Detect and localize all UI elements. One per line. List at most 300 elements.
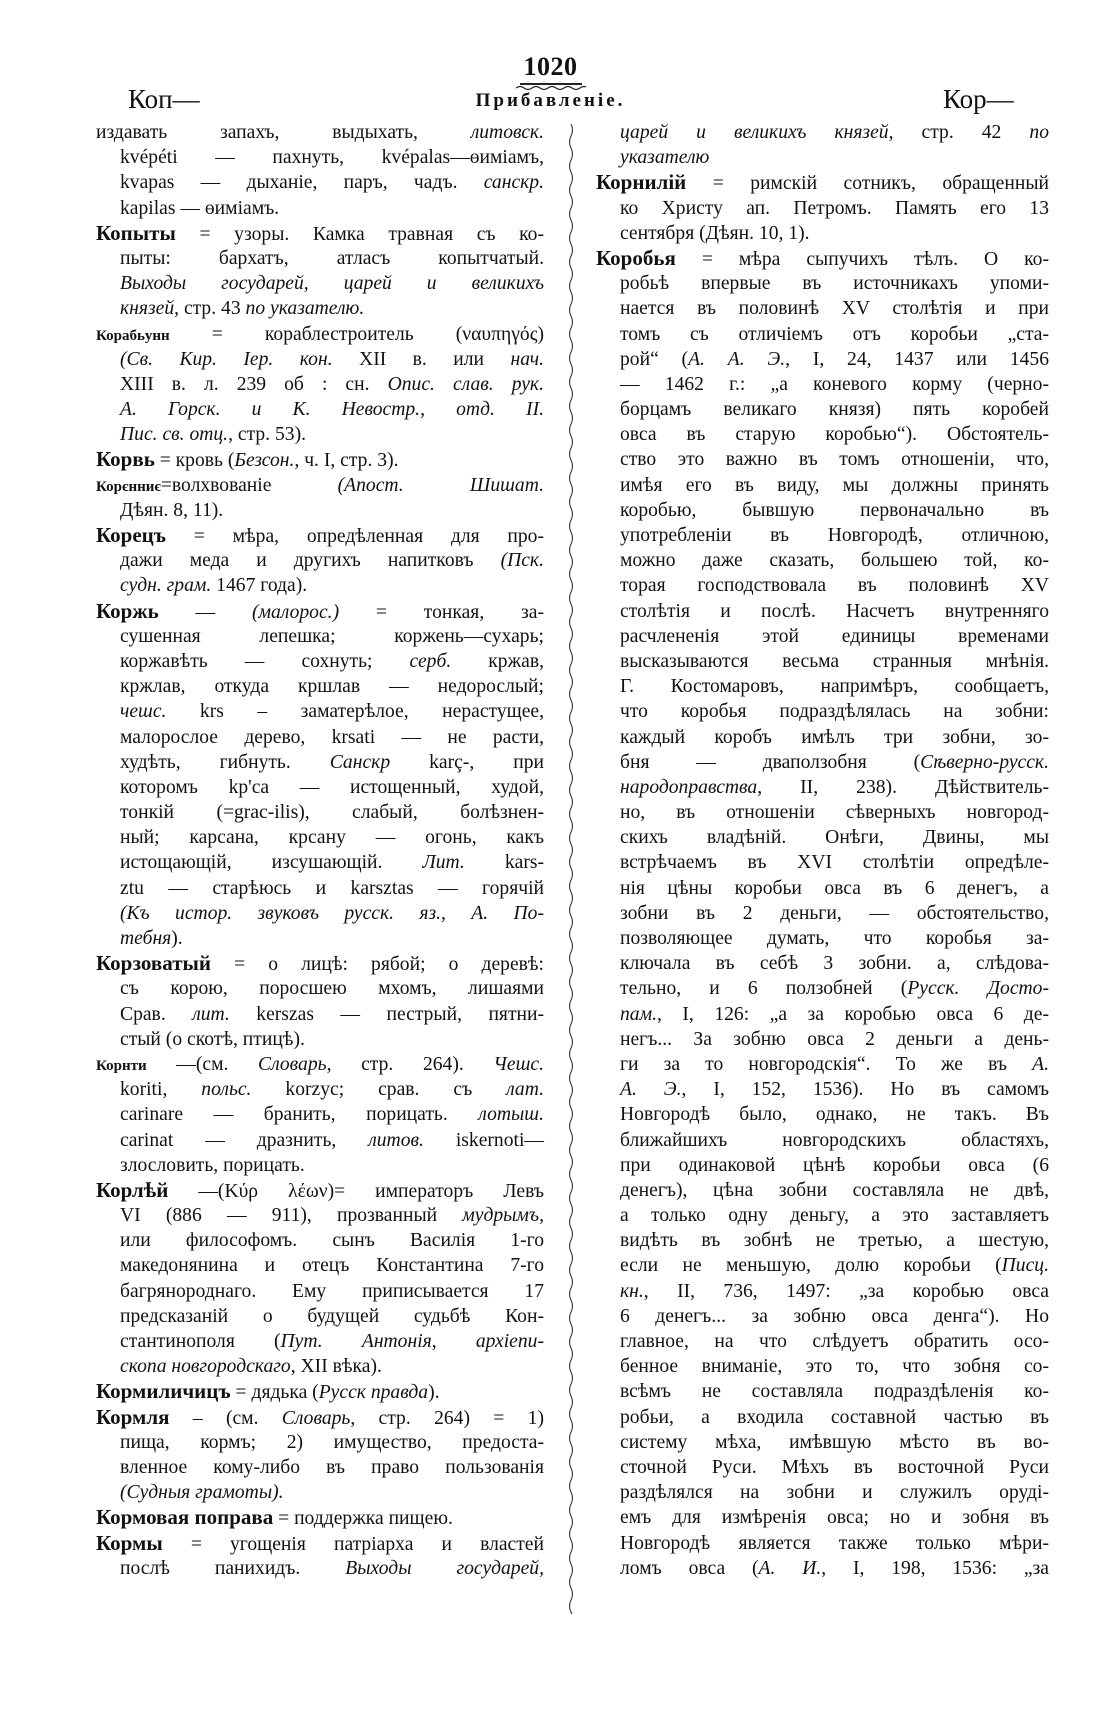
text-run: денегъ), цѣна зобни составляла не двѣ, [620, 1179, 1049, 1201]
text-run: робьѣ впервые въ источникахъ упоми- [620, 273, 1049, 295]
italic-text: литовск. [470, 122, 544, 143]
text-line [596, 599, 1049, 624]
text-run: вленное кому-либо въ право пользованія [120, 1456, 544, 1478]
text-line [96, 850, 544, 875]
text-run: каждый коробъ имѣлъ три зобни, зо- [620, 726, 1049, 748]
text-run: , стр. 43 [174, 298, 246, 320]
text-run: злословить, порицать. [120, 1154, 305, 1176]
entry-headword: Корнти [96, 1057, 147, 1074]
entry-headword: Кормовая поправа [96, 1505, 274, 1530]
text-line [96, 473, 544, 498]
text-run: истощающій, изсушающій. [120, 852, 423, 874]
text-line [96, 170, 544, 195]
text-line [96, 573, 544, 598]
text-run: пища, кормъ; 2) имущество, предоста- [120, 1431, 544, 1453]
italic-text: Писц. [1001, 1255, 1049, 1277]
text-line [96, 1279, 544, 1304]
text-line [96, 1405, 544, 1430]
text-line [596, 1253, 1049, 1278]
text-line [96, 548, 544, 573]
text-line [596, 1077, 1049, 1102]
text-line [96, 775, 544, 800]
italic-text: Сѣверно-русск. [920, 751, 1049, 773]
text-run: главное, на что слѣдуетъ обратить осо- [620, 1331, 1049, 1352]
entry-headword: Коржь [96, 598, 159, 623]
text-line [96, 1354, 544, 1379]
text-line [96, 750, 544, 775]
text-line [96, 699, 544, 724]
text-run: багрянороднаго. Ему приписывается 17 [120, 1280, 544, 1302]
text-line [96, 1505, 544, 1530]
italic-text: (Св. Кир. Іер. кон. [120, 348, 333, 370]
text-run: скихъ владѣній. Онѣги, Двины, мы [620, 827, 1049, 849]
text-run: Г. Костомаровъ, напримѣръ, сообщаетъ, [620, 676, 1049, 698]
text-run: = тонкая, за- [339, 601, 545, 623]
italic-text: Пис. св. отц. [120, 424, 229, 446]
entry-headword: Корабьунн [96, 327, 170, 344]
italic-text: лотыш. [478, 1104, 544, 1126]
text-line [596, 1505, 1049, 1530]
text-line [596, 951, 1049, 976]
text-run: 6 денегъ... за зобню овса денга“). Но [620, 1305, 1049, 1327]
text-line [596, 1304, 1049, 1329]
text-line [96, 1052, 544, 1077]
text-line [96, 901, 544, 926]
italic-text: Словарь [281, 1407, 351, 1429]
text-run: = дядька ( [230, 1382, 319, 1404]
text-line [596, 674, 1049, 699]
italic-text: Лит. [422, 852, 465, 874]
text-run: , стр. 264). [326, 1053, 494, 1075]
text-line [96, 876, 544, 901]
text-run: встрѣчаемъ въ XVI столѣтіи опредѣле- [620, 852, 1049, 874]
text-run: 1467 года). [211, 575, 308, 597]
entry-headword: Корецъ [96, 523, 167, 547]
text-run: ). [428, 1382, 440, 1404]
text-line [96, 624, 544, 649]
text-line [596, 120, 1049, 145]
text-line [596, 1531, 1049, 1556]
text-run: = кровь ( [154, 450, 235, 472]
text-line [96, 1153, 544, 1178]
italic-text: Выходы государей, царей и великихъ [120, 273, 544, 295]
text-line [596, 1102, 1049, 1127]
text-run: ги за то новгородскія“. То же въ [620, 1053, 1033, 1075]
italic-text: народоправства [620, 776, 758, 798]
text-run: кржав, [451, 650, 544, 672]
text-line [596, 573, 1049, 598]
text-run: коробью, бывшую первоначально въ [620, 499, 1049, 521]
text-run: бня — дваползобня ( [620, 751, 921, 773]
text-run: , I, 24, 1437 или 1456 [785, 348, 1050, 370]
text-line [96, 1455, 544, 1480]
text-line [596, 422, 1049, 447]
text-run: Новгородѣ является также только мѣри- [620, 1532, 1049, 1554]
text-line [596, 1178, 1049, 1203]
text-line [596, 196, 1049, 221]
text-line [596, 800, 1049, 825]
text-line [596, 825, 1049, 850]
text-line [96, 1077, 544, 1102]
italic-text: лит. [192, 1003, 230, 1025]
text-line [96, 1379, 544, 1404]
text-line [96, 674, 544, 699]
right-column [596, 120, 1049, 1581]
text-run: что коробья подраздѣлялась на зобни: [620, 701, 1049, 723]
text-line [96, 372, 544, 397]
text-run: carinare — бранить, порицать. [120, 1104, 479, 1126]
text-line [596, 725, 1049, 750]
text-run: раздѣлялся на зобни и служилъ оруді- [620, 1482, 1049, 1504]
text-run: kars- [464, 852, 544, 874]
text-run: зобни въ 2 деньги, — обстоятельство, [620, 902, 1049, 924]
text-line [596, 926, 1049, 951]
text-run: = кораблестроитель (ναυπηγός) [169, 323, 544, 345]
text-line [96, 725, 544, 750]
text-run: , XII вѣка). [290, 1356, 382, 1378]
text-line [596, 1228, 1049, 1253]
text-run: овса въ старую коробью“). Обстоятель- [620, 424, 1049, 446]
text-run: систему мѣха, имѣвшую мѣсто въ во- [620, 1431, 1049, 1453]
italic-text: Выходы государей, [345, 1557, 544, 1579]
text-run: робьи, а входила составной частью въ [620, 1406, 1049, 1428]
italic-text: Чешс. [493, 1053, 544, 1075]
text-line [96, 800, 544, 825]
text-run: ). [171, 928, 183, 949]
text-line [96, 1556, 544, 1581]
text-line [596, 1128, 1049, 1153]
text-run: korzyc; срав. съ [251, 1079, 507, 1101]
text-run: торая господствовала въ половинѣ XV [620, 575, 1049, 597]
text-line [596, 548, 1049, 573]
text-run: = мѣра, опредѣленная для про- [166, 526, 544, 547]
text-run: =волхвованіе [160, 474, 338, 496]
text-line [596, 876, 1049, 901]
text-line [596, 901, 1049, 926]
text-line [596, 523, 1049, 548]
text-line [596, 170, 1049, 195]
text-run: имѣя его въ виду, мы должны принять [620, 474, 1049, 496]
text-run: можно даже сказать, большею той, ко- [620, 550, 1049, 572]
italic-text: (малорос.) [251, 601, 340, 623]
text-run: столѣтія и послѣ. Насчетъ внутренняго [620, 600, 1049, 622]
text-run: ный; карсана, крсану — огонь, какъ [120, 827, 544, 849]
text-line [596, 1279, 1049, 1304]
text-run: бенное вниманіе, это то, что зобня со- [620, 1356, 1049, 1378]
text-run: рой“ ( [620, 348, 689, 370]
text-line [596, 1027, 1049, 1052]
text-run: —(см. [146, 1053, 259, 1075]
text-run: kapilas — өиміамъ. [120, 197, 280, 219]
italic-text: Словарь [258, 1053, 327, 1075]
text-run: , стр. 264) = 1) [350, 1407, 544, 1429]
italic-text: Русск. Досто- [907, 978, 1050, 1000]
text-run: съ корою, поросшею мхомъ, лишаями [120, 978, 544, 1000]
text-run: ключала въ себѣ 3 зобни. а, слѣдова- [620, 953, 1049, 975]
text-run: , I, 152, 1536). Но въ самомъ [681, 1079, 1049, 1101]
text-line [96, 1304, 544, 1329]
entry-headword: Корнилій [596, 170, 687, 195]
text-run: carinat — дразнить, [120, 1129, 369, 1151]
entry-headword: Копыты [96, 220, 176, 245]
text-run: при одинаковой цѣнѣ коробьи овса (6 [620, 1154, 1049, 1176]
text-line [96, 196, 544, 221]
text-line [96, 246, 544, 271]
text-run: пыты: бархатъ, атласъ копытчатый. [120, 247, 544, 269]
text-run: дажи меда и другихъ напитковъ [120, 550, 501, 572]
text-run: , I, 198, 1536: „за [821, 1557, 1049, 1579]
text-line [596, 246, 1049, 271]
text-run: koriti, [120, 1079, 202, 1101]
text-line [596, 699, 1049, 724]
text-run: негъ... За зобню овса 2 деньги а день- [620, 1028, 1049, 1050]
text-run: ство это важно въ томъ отношеніи, что, [620, 449, 1049, 471]
text-line [96, 1480, 544, 1505]
entry-headword: Корлѣй [96, 1177, 169, 1202]
text-line [596, 372, 1049, 397]
text-line [596, 1153, 1049, 1178]
text-run: употребленіи въ Новгородѣ, отличною, [620, 525, 1049, 546]
text-line [96, 221, 544, 246]
left-column [96, 120, 544, 1581]
text-run: томъ съ отличіемъ отъ коробьи „ста- [620, 323, 1049, 345]
text-line [596, 1203, 1049, 1228]
text-run: послѣ панихидъ. [120, 1557, 346, 1579]
italic-text: мудрымъ, [462, 1205, 544, 1227]
text-run: ближайшихъ новгородскихъ областяхъ, [620, 1129, 1049, 1151]
text-run: стый (о скотѣ, птицѣ). [120, 1028, 305, 1050]
text-run: , II, 238). Дѣйствитель- [757, 776, 1049, 798]
text-run: kvapas — дыханіе, паръ, чадъ. [120, 172, 484, 194]
text-run: , стр. 42 [888, 122, 1030, 143]
text-line [96, 296, 544, 321]
text-line [96, 322, 544, 347]
italic-text: (Судныя грамоты). [120, 1482, 284, 1504]
entry-headword: Корзоватый [96, 951, 212, 976]
italic-text: А. А. Э. [688, 348, 786, 370]
text-run: малорослое дерево, krsati — не расти, [120, 726, 544, 748]
text-run: ztu — старѣюсь и karsztas — горячій [120, 877, 544, 899]
italic-text: (Апост. Шишат. [337, 474, 544, 496]
text-line [96, 1002, 544, 1027]
text-line [596, 976, 1049, 1001]
text-line [596, 1329, 1049, 1354]
text-run: а только одну деньгу, а это заставляетъ [620, 1205, 1049, 1227]
text-line [596, 145, 1049, 170]
text-line [596, 750, 1049, 775]
text-run: коржавѣть — сохнуть; [120, 650, 410, 672]
italic-text: (Пск. [500, 550, 544, 572]
text-run: издавать запахъ, выдыхать, [96, 122, 471, 143]
text-run: предсказаній о будущей судьбѣ Кон- [120, 1305, 544, 1327]
page-number-text: 1020 [520, 52, 582, 85]
text-line [96, 1178, 544, 1203]
text-line [96, 1253, 544, 1278]
italic-text: польс. [201, 1079, 252, 1101]
text-line [96, 825, 544, 850]
text-run: сентября (Дѣян. 10, 1). [620, 222, 810, 244]
text-run: Новгородѣ было, однако, не такъ. Въ [620, 1104, 1049, 1126]
italic-text: чешс. [120, 701, 167, 723]
text-line [96, 422, 544, 447]
entry-headword: Кормля [96, 1404, 170, 1429]
text-run: кржлав, откуда кршлав — недорослый; [120, 676, 544, 698]
italic-text: пам. [620, 1003, 657, 1025]
italic-text: Безсон. [234, 450, 295, 472]
text-run: —(Κύρ λέων)= императоръ Левъ [168, 1180, 544, 1202]
text-line [96, 271, 544, 296]
text-line [596, 296, 1049, 321]
text-run: XIII в. л. 239 об : сн. [120, 373, 388, 395]
text-line [596, 221, 1049, 246]
text-line [96, 599, 544, 624]
running-head-right: Кор— [943, 84, 1014, 114]
italic-text: кн. [620, 1280, 644, 1302]
text-run: Срав. [120, 1003, 193, 1025]
text-line [96, 926, 544, 951]
text-run: нія цѣны коробьи овса въ 6 денегъ, а [620, 877, 1049, 899]
text-line [96, 347, 544, 372]
text-line [596, 271, 1049, 296]
text-line [596, 498, 1049, 523]
text-line [96, 649, 544, 674]
italic-text: нач. [510, 348, 544, 370]
text-line [596, 1052, 1049, 1077]
text-line [96, 1128, 544, 1153]
running-head-left: Коп— [128, 84, 200, 114]
text-line [96, 1027, 544, 1052]
text-run: Дѣян. 8, 11). [120, 499, 224, 521]
text-line [96, 120, 544, 145]
text-line [596, 397, 1049, 422]
text-line [96, 145, 544, 170]
text-run: сушенная лепешка; коржень—сухарь; [120, 625, 544, 647]
text-line [596, 624, 1049, 649]
italic-text: князей [120, 298, 175, 320]
text-line [96, 951, 544, 976]
italic-text: Русск правда [318, 1382, 429, 1404]
text-line [596, 850, 1049, 875]
text-run: емъ для измѣренія овса; но и зобня въ [620, 1507, 1049, 1529]
text-run: = мѣра сыпучихъ тѣлъ. О ко- [675, 248, 1049, 270]
italic-text: (Къ истор. звуковъ русск. яз., А. По- [120, 902, 544, 924]
text-line [96, 1102, 544, 1127]
text-line [596, 322, 1049, 347]
text-run: kvépéti — пахнуть, kvépalas—өиміамъ, [120, 147, 544, 169]
text-run: стантинополя ( [120, 1331, 281, 1352]
text-run: тонкій (=grac-ilis), слабый, болѣзнен- [120, 802, 544, 824]
text-line [96, 1228, 544, 1253]
text-run: позволяющее думать, что коробья за- [620, 928, 1049, 949]
italic-text: А. Э. [620, 1079, 682, 1101]
italic-text: Опис. слав. рук. [387, 373, 544, 395]
text-line [96, 976, 544, 1001]
column-divider [566, 124, 576, 1614]
text-run: krs – заматерѣлое, нерастущее, [166, 701, 544, 723]
text-run: — 1462 г.: „а коневого корму (черно- [620, 373, 1049, 395]
text-run: XII в. или [332, 348, 511, 370]
entry-headword: Корвь [96, 447, 155, 472]
italic-text: серб. [409, 650, 452, 672]
italic-text: литов. [368, 1129, 424, 1151]
text-run: = угощенія патріарха и властей [162, 1533, 544, 1555]
entry-headword: Кормиличицъ [96, 1379, 231, 1404]
text-run: если не меньшую, долю коробьи ( [620, 1255, 1002, 1277]
italic-text: Пут. Антонія, архіепи- [280, 1331, 544, 1352]
text-run: которомъ kp'ca — истощенный, худой, [120, 776, 544, 798]
italic-text: А. Горск. и К. Невостр., отд. II. [120, 399, 544, 421]
italic-text: А. [1032, 1053, 1049, 1075]
text-run: , II, 736, 1497: „за коробью овса [643, 1280, 1049, 1302]
text-run: македонянина и отецъ Константина 7-го [120, 1255, 544, 1277]
section-title: Прибавленіе. [475, 90, 626, 111]
italic-text: тебня [120, 928, 172, 949]
text-run: = поддержка пищею. [273, 1508, 453, 1530]
text-run: тельно, и 6 ползобней ( [620, 978, 908, 1000]
text-line [596, 1354, 1049, 1379]
text-run: видѣть въ зобнѣ не третью, а шестую, [620, 1230, 1049, 1252]
text-run: VI (886 — 911), прозванный [120, 1205, 463, 1227]
text-run: , I, 126: „а за коробью овса 6 де- [657, 1003, 1049, 1025]
text-run: сточной Руси. Мѣхъ въ восточной Руси [620, 1456, 1049, 1478]
text-run: kerszas — пестрый, пятни- [229, 1003, 544, 1025]
italic-text: царей и великихъ князей [620, 122, 889, 143]
text-line [96, 447, 544, 472]
text-line [596, 1430, 1049, 1455]
text-run: или философомъ. сынъ Василія 1-го [120, 1230, 544, 1252]
text-run: всѣмъ не составляла подраздѣленія ко- [620, 1381, 1049, 1403]
text-run: = римскій сотникъ, обращенный [686, 173, 1049, 195]
italic-text: Санскр [329, 751, 391, 773]
text-run: karç-, при [390, 751, 544, 773]
text-run: борцамъ великаго князя) пять коробей [620, 399, 1049, 421]
text-run: , стр. 53). [228, 424, 307, 446]
entry-headword: Кормы [96, 1530, 163, 1555]
text-run: — [158, 601, 252, 623]
entry-headword: Коробья [596, 245, 676, 270]
text-line [96, 1531, 544, 1556]
italic-text: санскр. [483, 172, 544, 194]
text-run: расчлененія этой единицы временами [620, 625, 1049, 647]
text-line [96, 1203, 544, 1228]
text-line [596, 1455, 1049, 1480]
text-line [96, 1430, 544, 1455]
italic-text: указателю [620, 147, 710, 169]
italic-text: А. И. [758, 1557, 822, 1579]
italic-text: скопа новгородскаго [120, 1356, 291, 1378]
text-run: = о лицѣ: рябой; о деревѣ: [211, 954, 544, 976]
text-run: iskernoti— [423, 1129, 544, 1151]
text-line [96, 1329, 544, 1354]
entry-headword: Корєнниє [96, 478, 161, 495]
text-run: , ч. I, стр. 3). [294, 450, 399, 472]
text-line [596, 1480, 1049, 1505]
italic-text: по указателю. [245, 298, 365, 320]
text-line [596, 775, 1049, 800]
text-line [96, 523, 544, 548]
text-line [596, 649, 1049, 674]
text-run: нается въ половинѣ XV столѣтія и при [620, 298, 1049, 320]
text-line [596, 1002, 1049, 1027]
text-run: = узоры. Камка травная съ ко- [175, 223, 544, 245]
text-line [596, 1405, 1049, 1430]
italic-text: по [1029, 122, 1049, 143]
text-run: но, въ отношеніи сѣверныхъ новгород- [620, 802, 1049, 824]
text-line [596, 347, 1049, 372]
italic-text: лат. [506, 1079, 545, 1101]
text-run: ломъ овса ( [620, 1557, 759, 1579]
text-run: ко Христу ап. Петромъ. Память его 13 [620, 197, 1049, 219]
